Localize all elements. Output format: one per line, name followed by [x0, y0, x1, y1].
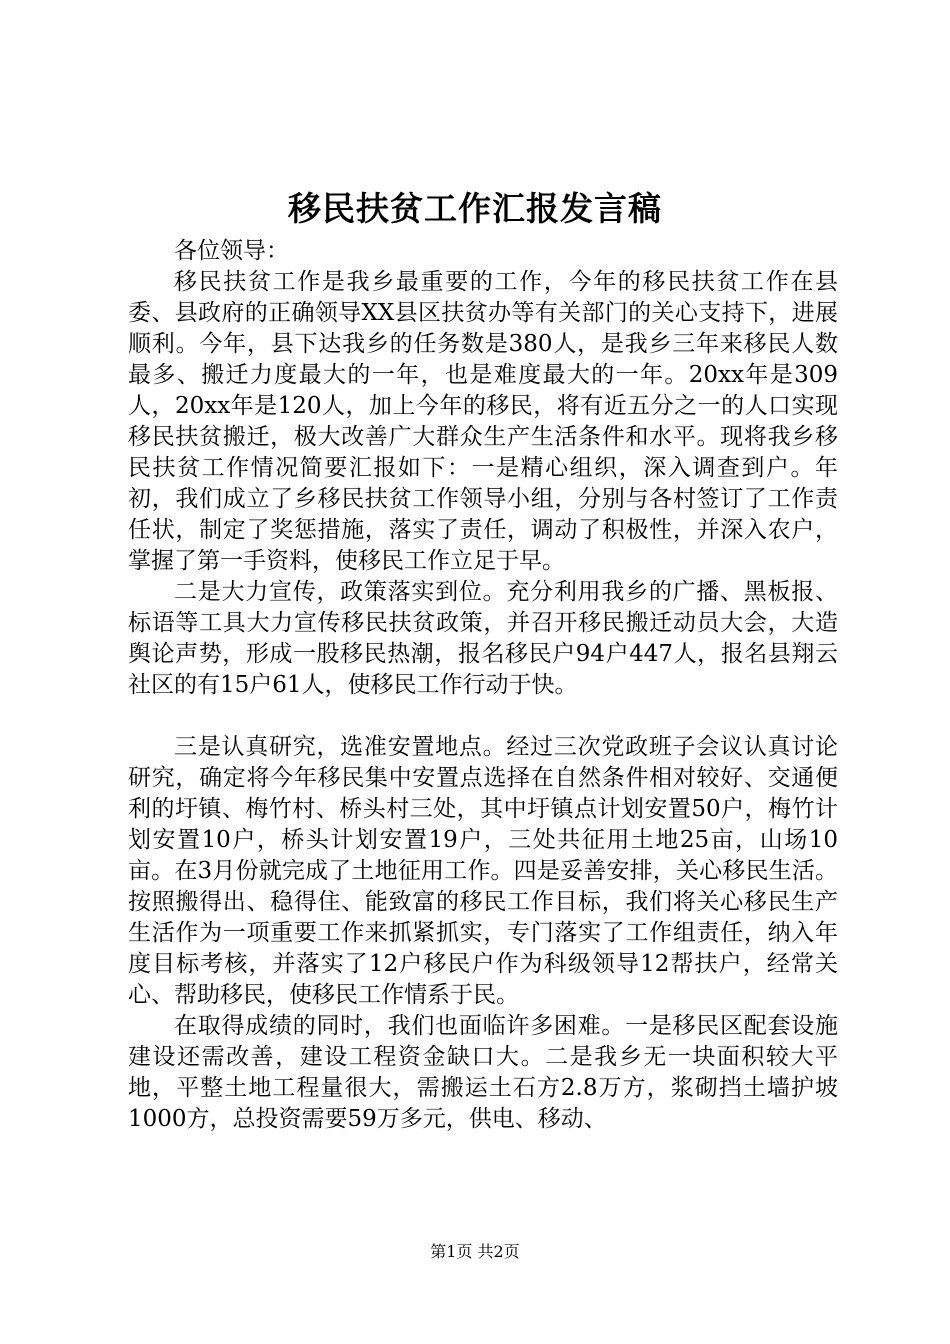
page-number: 第1页 共2页 — [430, 1242, 520, 1261]
paragraph-4: 在取得成绩的同时，我们也面临许多困难。一是移民区配套设施建设还需改善，建设工程资金缺口大。二是我乡无一块面积较大平地，平整土地工程量很大，需搬运土石方2.8万方，浆砌挡土墙护坡1000方，总投资需要59万多元，供电、移动、 — [128, 1013, 838, 1132]
paragraph-2: 二是大力宣传，政策落实到位。充分利用我乡的广播、黑板报、标语等工具大力宣传移民扶贫政策，并召开移民搬迁动员大会，大造舆论声势，形成一股移民热潮，报名移民户94户447人，报名县翔云社区的有15户61人，使移民工作行动于快。 — [128, 579, 838, 698]
document-title: 移民扶贫工作汇报发言稿 — [288, 189, 662, 228]
document-body — [128, 236, 838, 1135]
paragraph-3: 三是认真研究，选准安置地点。经过三次党政班子会议认真讨论研究，确定将今年移民集中安置点选择在自然条件相对较好、交通便利的圩镇、梅竹村、桥头村三处，其中圩镇点计划安置50户，梅竹计划安置10户，桥头计划安置19户，三处共征用土地25亩，山场10亩。在3月份就完成了土地征用工作。四是妥善安排，关心移民生活。按照搬得出、稳得住、能致富的移民工作目标，我们将关心移民生产生活作为一项重要工作来抓紧抓实，专门落实了工作组责任，纳入年度目标考核，并落实了12户移民户作为科级领导12帮扶户，经常关心、帮助移民，使移民工作情系于民。 — [128, 734, 838, 1008]
paragraph-1: 移民扶贫工作是我乡最重要的工作，今年的移民扶贫工作在县委、县政府的正确领导XX县区扶贫办等有关部门的关心支持下，进展顺利。今年，县下达我乡的任务数是380人，是我乡三年来移民人数最多、搬迁力度最大的一年，也是难度最大的一年。20xx年是309人，20xx年是120人，加上今年的移民，将有近五分之一的人口实现移民扶贫搬迁，极大改善广大群众生产生活条件和水平。现将我乡移民扶贫工作情况简要汇报如下：一是精心组织，深入调查到户。年初，我们成立了乡移民扶贫工作领导小组，分别与各村签订了工作责任状，制定了奖惩措施，落实了责任，调动了积极性，并深入农户，掌握了第一手资料，使移民工作立足于早。 — [128, 269, 838, 574]
salutation: 各位领导： — [174, 238, 289, 264]
